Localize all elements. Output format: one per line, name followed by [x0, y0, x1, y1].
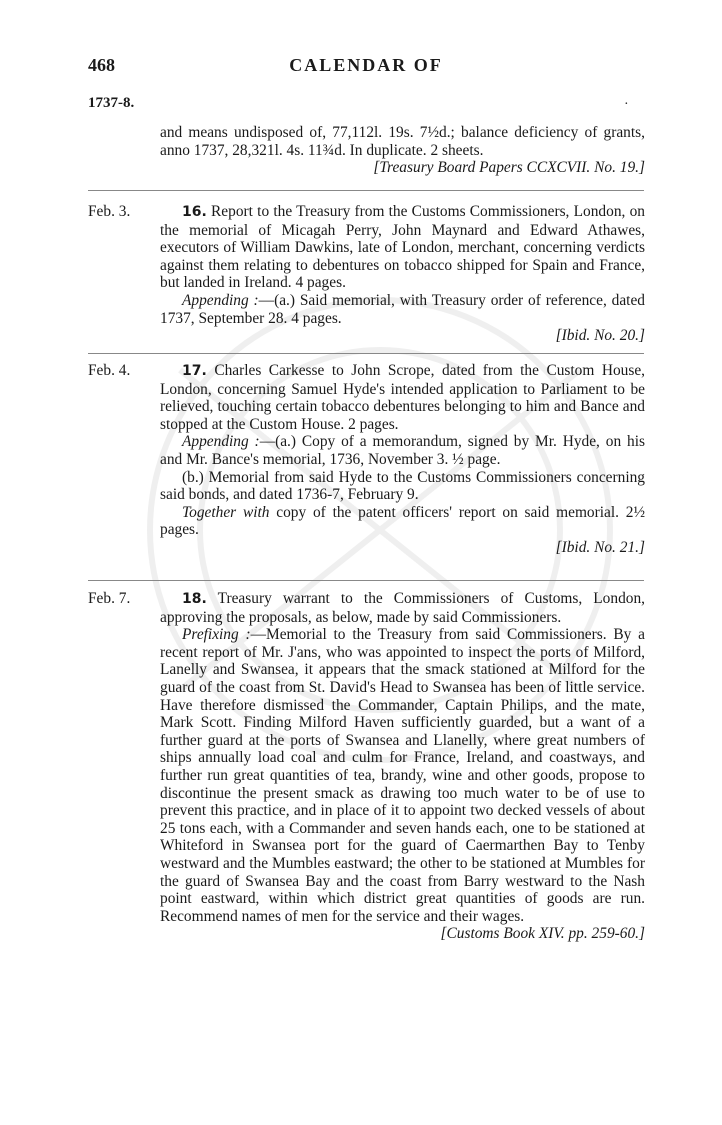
entry-number: 17. [182, 363, 207, 379]
divider [88, 190, 644, 191]
entry-prefixing: Prefixing :—Memorial to the Treasury from said Commissioners. By a recent report of Mr. J'ans, who was appointed to inspect the ports of Milford, Lanelly and Swansea, it appears that the smack stationed at Milford for the guard of the coast from St. David's Head to Swansea has been of little service. Have therefore dismissed the Commander, Captain Philips, and the mate, Mark Scott. Finding Milford Haven sufficiently guarded, but a want of a further guard at the ports of Swansea and Llanelly, where great numbers of ships annually load coal and culm for France, Ireland, and coastways, and further run great quantities of tea, brandy, wine and other goods, propose to discontinue the present smack as drawing too much water to be of use to prevent this practice, and in place of it to appoint two decked vessels of about 25 tons each, with a Commander and seven hands each, one to be stationed at Whiteford in Swansea port for the guard of Caermarthen Bay to Tenby westward and the Mumbles eastward; the other to be stationed at Mumbles for the guard of Swansea Bay and the coast from Barry westward to the Nash point eastward, within which district great quantities of goods are run. Recommend names of men for the service and their wages. [160, 626, 645, 925]
year-marker: 1737-8. [88, 95, 135, 111]
entry-appending-b: (b.) Memorial from said Hyde to the Customs Commissioners concerning said bonds, and dated 1736-7, February 9. [160, 468, 645, 504]
entry-reference: [Customs Book XIV. pp. 259-60.] [440, 925, 645, 943]
running-title: CALENDAR OF [289, 55, 443, 75]
entry-reference: [Ibid. No. 20.] [555, 327, 645, 345]
page-number: 468 [88, 55, 115, 75]
entry-appending: Appending :—(a.) Copy of a memorandum, signed by Mr. Hyde, on his and Mr. Bance's memorial, 1736, November 3. ½ page. [160, 433, 646, 468]
entry-appending: Appending :—(a.) Said memorial, with Treasury order of reference, dated 1737, September 28. 4 pages. [160, 291, 645, 327]
entry-continuation [160, 124, 645, 177]
entry-date: Feb. 7. [88, 590, 131, 607]
entry-18 [160, 590, 645, 943]
entry-reference: [Treasury Board Papers CCXCVII. No. 19.] [373, 159, 645, 177]
entry-text: and means undisposed of, 77,112l. 19s. 7½d.; balance deficiency of grants, anno 1737, 28,321l. 4s. 11¾d. In duplicate. 2 sheets. [160, 124, 645, 159]
entry-date: Feb. 4. [88, 362, 131, 379]
divider [88, 580, 644, 581]
divider [88, 353, 644, 354]
stray-mark: · [624, 97, 629, 112]
entry-16 [160, 203, 645, 345]
page-header [88, 55, 644, 83]
entry-main: 16. Report to the Treasury from the Customs Commissioners, London, on the memorial of Micagah Perry, John Maynard and Edward Athawes, executors of William Dawkins, late of London, merchant, concerning verdicts against them relating to debentures on tobacco shipped for Spain and France, but landed in Ireland. 4 pages. [160, 203, 645, 292]
entry-number: 16. [182, 204, 207, 220]
entry-main: 18. Treasury warrant to the Commissioners of Customs, London, approving the proposals, as below, made by said Commissioners. [160, 590, 646, 626]
entry-number: 18. [182, 591, 207, 607]
entry-reference: [Ibid. No. 21.] [555, 538, 645, 556]
entry-together: Together with copy of the patent officers' report on said memorial. 2½ pages. [160, 503, 645, 539]
entry-date: Feb. 3. [88, 203, 131, 220]
entry-main: 17. Charles Carkesse to John Scrope, dated from the Custom House, London, concerning Samuel Hyde's intended application to Parliament to be relieved, touching certain tobacco debentures belonging to him and Bance and stopped at the Custom House. 2 pages. [160, 362, 645, 433]
entry-17 [160, 362, 645, 557]
